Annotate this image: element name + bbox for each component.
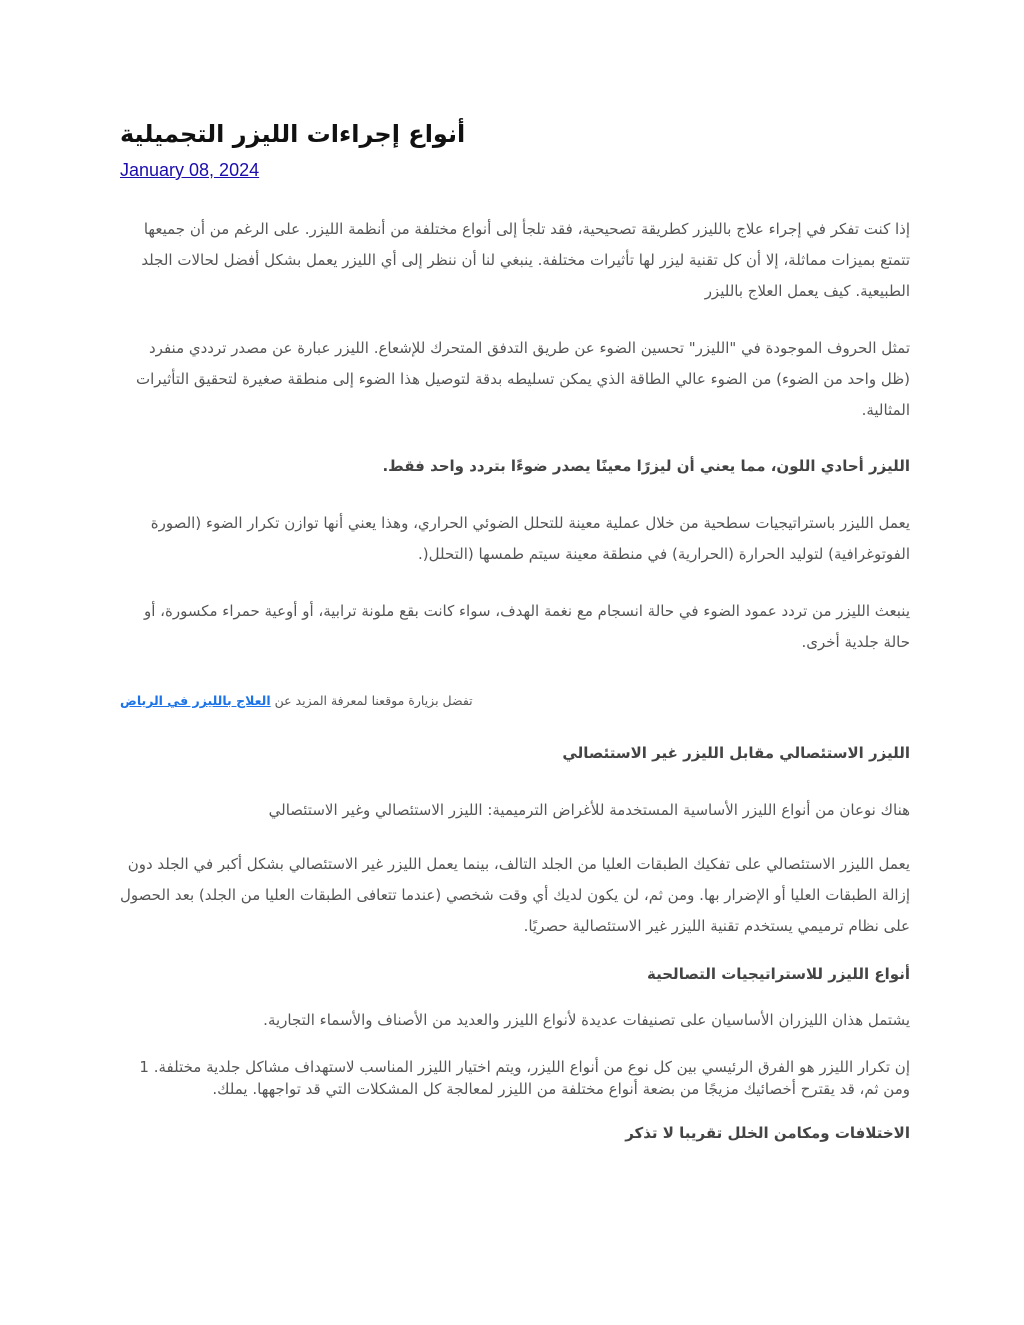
paragraph-two-types: هناك نوعان من أنواع الليزر الأساسية المستخدمة للأغراض الترميمية: الليزر الاستئصالي وغير الاستئصالي bbox=[268, 801, 910, 819]
paragraph-visit-site bbox=[120, 685, 910, 716]
article-title: أنواع إجراءات الليزر التجميلية bbox=[120, 120, 466, 148]
paragraph-ablative-explained: يعمل الليزر الاستئصالي على تفكيك الطبقات العليا من الجلد التالف، بينما يعمل الليزر غير الاستئصالي بشكل أكبر في الجلد دون إزالة الطبقات العليا أو الإضرار بها. ومن ثم، لن يكون لديك أي وقت شخصي (عندما تتعافى الطبقات العليا من الجلد) بعد الحصول على نظام ترميمي يستخدم تقنية الليزر غير الاستئصالية حصريًا. bbox=[120, 855, 910, 935]
heading-differences: الاختلافات ومكامن الخلل تقريبا لا تذكر bbox=[625, 1124, 910, 1142]
paragraph-monochrome: الليزر أحادي اللون، مما يعني أن ليزرًا معينًا يصدر ضوءًا بتردد واحد فقط. bbox=[382, 457, 910, 475]
paragraph-intro: إذا كنت تفكر في إجراء علاج بالليزر كطريقة تصحيحية، فقد تلجأ إلى أنواع مختلفة من أنظمة الليزر. على الرغم من أن جميعها تتمتع بميزات مماثلة، إلا أن كل تقنية ليزر لها تأثيرات مختلفة. ينبغي لنا أن ننظر إلى أي الليزر يعمل بشكل أفضل لحالات الجلد الطبيعية. كيف يعمل العلاج بالليزر bbox=[141, 220, 910, 300]
article bbox=[120, 116, 910, 181]
article-date-link[interactable]: January 08, 2024 bbox=[120, 160, 260, 180]
paragraph-photothermolysis: يعمل الليزر باستراتيجيات سطحية من خلال عملية معينة للتحلل الضوئي الحراري، وهذا يعني أنها توازن تكرار الضوء (الصورة الفوتوغرافية) لتوليد الحرارة (الحرارية) في منطقة معينة سيتم طمسها (التحلل(. bbox=[150, 514, 910, 563]
riyadh-laser-link[interactable]: العلاج بالليزر في الرياض bbox=[120, 693, 271, 708]
paragraph-classifications: يشتمل هذان الليزران الأساسيان على تصنيفات عديدة لأنواع الليزر والعديد من الأصناف والأسماء التجارية. bbox=[263, 1011, 910, 1029]
paragraph-emission: ينبعث الليزر من تردد عمود الضوء في حالة انسجام مع نغمة الهدف، سواء كانت بقع ملونة ترابية، أو أوعية حمراء مكسورة، أو حالة جلدية أخرى. bbox=[143, 602, 910, 651]
paragraph-laser-definition: تمثل الحروف الموجودة في "الليزر" تحسين الضوء عن طريق التدفق المتحرك للإشعاع. الليزر عبارة عن مصدر ترددي منفرد (ظل واحد من الضوء) من الضوء عالي الطاقة الذي يمكن تسليطه بدقة لتوصيل هذا الضوء إلى منطقة صغيرة لتحقيق التأثيرات المثالية. bbox=[136, 339, 910, 419]
heading-laser-types: أنواع الليزر للاستراتيجيات التصالحية bbox=[647, 965, 910, 983]
heading-ablative-vs-nonablative: الليزر الاستئصالي مقابل الليزر غير الاستئصالي bbox=[562, 744, 910, 762]
visit-site-text: تفضل بزيارة موقعنا لمعرفة المزيد عن bbox=[270, 693, 473, 708]
paragraph-frequency: إن تكرار الليزر هو الفرق الرئيسي بين كل نوع من أنواع الليزر، ويتم اختيار الليزر المناسب لاستهداف مشاكل جلدية مختلفة. 1 ومن ثم، قد يقترح أخصائيك مزيجًا من بضعة أنواع مختلفة من الليزر لمعالجة كل المشكلات التي قد تواجهها. يملك. bbox=[139, 1058, 910, 1098]
